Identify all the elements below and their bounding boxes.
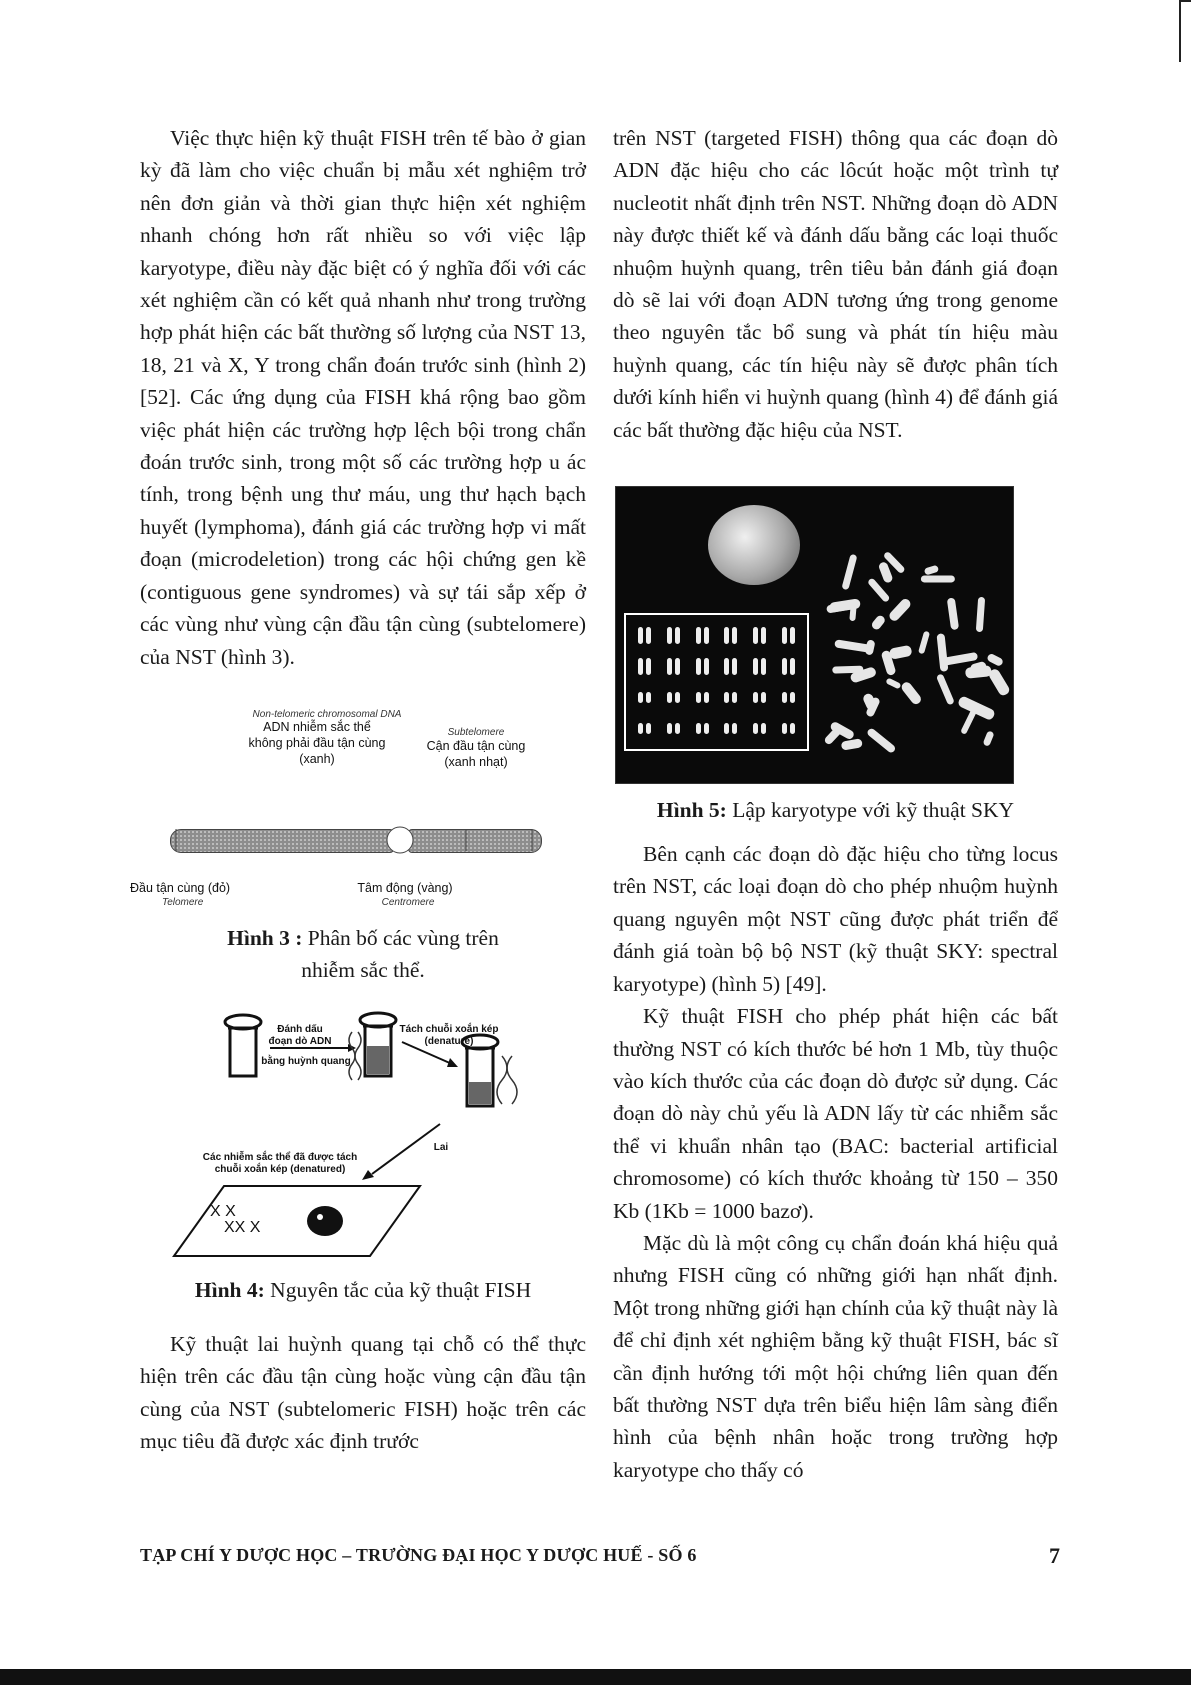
karyotype-pair	[661, 621, 687, 649]
figure-4-fish-principle	[140, 1006, 586, 1276]
chromosome-shape	[696, 723, 701, 734]
figure-5-sky-karyotype-image	[615, 486, 1014, 784]
chromosome-shape	[704, 627, 709, 644]
figure-3-caption-bold: Hình 3 :	[227, 925, 303, 950]
chromosome-shape	[790, 692, 795, 703]
label-non-telomeric-1: ADN nhiễm sắc thể	[263, 719, 371, 734]
chromosome-shape	[724, 658, 729, 675]
figure-4-caption-text: Nguyên tắc của kỹ thuật FISH	[264, 1277, 532, 1302]
chromosome-shape	[936, 672, 955, 704]
label-telomere-en: Telomere	[162, 896, 204, 908]
karyotype-pair	[747, 652, 773, 680]
chromosome-shape	[753, 723, 758, 734]
karyotype-pair	[632, 621, 658, 649]
chromosome-shape	[753, 658, 758, 675]
chromosome-shape	[675, 723, 680, 734]
chromosome-shape	[667, 627, 672, 644]
chromosome-shape	[790, 658, 795, 675]
figure-4-caption-bold: Hình 4:	[194, 1277, 265, 1302]
chromosome-shape	[646, 723, 651, 734]
svg-text:XX X: XX X	[224, 1218, 261, 1236]
hybridize-label: Lai	[433, 1141, 449, 1153]
chromosome-shape	[696, 658, 701, 675]
label-non-telomeric-2: không phải đầu tận cùng	[248, 735, 386, 750]
karyotype-pair	[689, 621, 715, 649]
karyotype-pair	[689, 652, 715, 680]
chromosome-shape	[732, 627, 737, 644]
figure-3-caption-line1: Phân bố các vùng trên	[302, 925, 499, 950]
figure-3-chromosome-regions	[130, 707, 586, 908]
label-non-telomeric-3: (xanh)	[299, 751, 335, 766]
chromosome-shape	[842, 554, 858, 590]
chromosome-shape	[885, 678, 902, 690]
chromosome-shape	[761, 692, 766, 703]
karyotype-grid	[624, 613, 809, 751]
chromosome-shape	[638, 692, 643, 703]
label-subtelomere-en: Subtelomere	[447, 726, 505, 738]
left-column	[130, 122, 586, 1458]
chromosome-shape	[638, 658, 643, 675]
chromosome-shape	[646, 658, 651, 675]
page-footer	[140, 1545, 1060, 1566]
chromosome-shape	[865, 727, 896, 754]
figure-4-caption	[140, 1274, 586, 1306]
chromosome-shape	[840, 739, 863, 752]
slide-label-b: chuỗi xoắn kép (denatured)	[214, 1163, 346, 1175]
label-centromere-en: Centromere	[381, 896, 435, 908]
karyotype-pair	[747, 715, 773, 743]
left-paragraph-1: Việc thực hiện kỹ thuật FISH trên tế bào ở gian kỳ đã làm cho việc chuẩn bị mẫu xét nghiệm trở nên đơn giản và thời gian thực hiện xét nghiệm nhanh chóng hơn rất nhiều so với việc lập karyotype, điều này đặc biệt có ý nghĩa đối với các xét nghiệm cần có kết quả nhanh như trong trường hợp phát hiện các bất thường số lượng của NST 13, 18, 21 và X, Y trong chẩn đoán trước sinh (hình 2) [52]. Các ứng dụng của FISH khá rộng bao gồm việc phát hiện các trường hợp lệch bội trong chẩn đoán trước sinh, trong một số các trường hợp u ác tính, trong bệnh ung thư máu, ung thư hạch bạch huyết (lymphoma), đánh giá các trường hợp vi mất đoạn (microdeletion) trong các hội chứng gen kề (contiguous gene syndromes) và sự tái sắp xếp ở các vùng như vùng cận đầu tận cùng (subtelomere) của NST (hình 3).	[140, 126, 586, 669]
step2-label-a: Tách chuỗi xoắn kép	[399, 1023, 499, 1035]
chromosome-shape	[696, 627, 701, 644]
chromosome-shape	[871, 614, 887, 631]
karyotype-pair	[632, 715, 658, 743]
karyotype-pair	[747, 621, 773, 649]
page-number: 7	[1049, 1543, 1060, 1568]
chromosome-shape	[704, 723, 709, 734]
chromosome-shape	[696, 692, 701, 703]
chromosome-shape	[646, 692, 651, 703]
chromosome-shape	[782, 723, 787, 734]
karyotype-pair	[689, 684, 715, 712]
chromosome-shape	[761, 627, 766, 644]
karyotype-pair	[661, 652, 687, 680]
journal-name: TẠP CHÍ Y DƯỢC HỌC – TRƯỜNG ĐẠI HỌC Y DƯỢC HUẾ - SỐ 6	[140, 1545, 697, 1565]
label-telomere: Đầu tận cùng (đỏ)	[130, 880, 231, 895]
karyotype-pair	[775, 621, 801, 649]
karyotype-pair	[718, 684, 744, 712]
step1-label-c: bằng huỳnh quang	[261, 1055, 351, 1067]
chromosome-shape	[921, 575, 955, 582]
karyotype-pair	[632, 684, 658, 712]
chromosome-shape	[918, 630, 930, 654]
karyotype-pair	[661, 715, 687, 743]
figure-5-caption-text: Lập karyotype với kỹ thuật SKY	[726, 798, 1015, 823]
label-non-telomeric-en: Non-telomeric chromosomal DNA	[252, 708, 402, 720]
chromosome-shape	[899, 680, 922, 706]
figure-3-caption-line2: nhiễm sắc thể.	[301, 957, 425, 982]
chromosome-shape	[947, 597, 959, 630]
chromosome-shape	[924, 565, 939, 576]
chromosome-shape	[782, 627, 787, 644]
left-paragraph-2: Kỹ thuật lai huỳnh quang tại chỗ có thể thực hiện trên các đầu tận cùng hoặc vùng cận đầu tận cùng của NST (subtelomeric FISH) hoặc trên các mục tiêu đã được xác định trước	[140, 1331, 586, 1454]
label-subtelomere-2: (xanh nhạt)	[444, 754, 508, 769]
step1-label-a: Đánh dấu	[277, 1023, 323, 1035]
chromosome-shape	[638, 723, 643, 734]
chromosome-shape	[790, 627, 795, 644]
chromosome-shape	[724, 692, 729, 703]
metaphase-spread	[816, 547, 1014, 767]
chromosome-shape	[829, 598, 861, 613]
chromosome-shape	[782, 692, 787, 703]
chromosome-shape	[646, 627, 651, 644]
figure-5-caption-bold: Hình 5:	[656, 798, 727, 823]
chromosome-shape	[638, 627, 643, 644]
chromosome-shape	[704, 692, 709, 703]
chromosome-shape	[936, 634, 948, 672]
karyotype-pair	[718, 652, 744, 680]
figure-3-caption	[140, 922, 586, 986]
label-centromere: Tâm động (vàng)	[357, 880, 453, 895]
chromosome-shape	[849, 605, 857, 621]
chromosome-shape	[667, 692, 672, 703]
page-corner-mark	[1179, 0, 1191, 62]
chromosome-shape	[865, 639, 876, 656]
fish-diagram	[140, 1006, 586, 1276]
chromosome-shape	[790, 723, 795, 734]
chromosome-shape	[724, 627, 729, 644]
chromosome-shape	[965, 665, 992, 679]
right-paragraph-4: Mặc dù là một công cụ chẩn đoán khá hiệu quả nhưng FISH cũng có những giới hạn nhất định. Một trong những giới hạn chính của kỹ thuật này là để chỉ định xét nghiệm bằng kỹ thuật FISH, bác sĩ cần định hướng tới một hội chứng liên quan đến bất thường NST dựa trên biểu hiện lâm sàng điển hình của bệnh nhân hoặc trong trường hợp karyotype cho thấy có	[613, 1230, 1058, 1482]
label-subtelomere-1: Cận đầu tận cùng	[426, 738, 526, 753]
right-paragraph-3: Kỹ thuật FISH cho phép phát hiện các bất thường NST có kích thước bé hơn 1 Mb, tùy thuộc vào kích thước của các đoạn dò được sử dụng. Các đoạn dò này chủ yếu là ADN lấy từ các nhiễm sắc thể vi khuẩn nhân tạo (BAC: bacterial artificial chromosome) có kích thước khoảng từ 150 – 350 Kb (1Kb = 1000 bazơ).	[613, 1004, 1058, 1223]
chromosome-shape	[753, 692, 758, 703]
interphase-nucleus	[708, 505, 800, 585]
chromosome-shape	[888, 597, 913, 623]
chromosome-shape	[753, 627, 758, 644]
karyotype-pair	[775, 684, 801, 712]
slide-label-a: Các nhiễm sắc thể đã được tách	[202, 1151, 358, 1163]
chromosome-shape	[732, 723, 737, 734]
karyotype-pair	[775, 715, 801, 743]
chromosome-shape	[761, 658, 766, 675]
chromosome-shape	[982, 731, 994, 748]
karyotype-pair	[747, 684, 773, 712]
chromosome-shape	[667, 723, 672, 734]
step2-label-b: (denature)	[424, 1035, 474, 1047]
karyotype-pair	[775, 652, 801, 680]
chromosome-shape	[988, 667, 1012, 697]
chromosome-shape	[732, 658, 737, 675]
chromosome-shape	[704, 658, 709, 675]
chromosome-shape	[667, 658, 672, 675]
right-column	[613, 122, 1058, 1486]
karyotype-pair	[718, 715, 744, 743]
figure-5-caption	[613, 794, 1058, 826]
chromosome-shape	[761, 723, 766, 734]
svg-text:X X: X X	[210, 1202, 236, 1220]
scan-bottom-edge	[0, 1669, 1191, 1685]
chromosome-shape	[732, 692, 737, 703]
chromosome-shape	[976, 597, 985, 632]
right-paragraph-1: trên NST (targeted FISH) thông qua các đoạn dò ADN đặc hiệu cho các lôcút hoặc một trình tự nucleotit nhất định trên NST. Những đoạn dò ADN này được thiết kế và đánh dấu bằng các loại thuốc nhuộm huỳnh quang, trên tiêu bản đánh giá đoạn dò sẽ lai với đoạn ADN tương ứng trong genome theo nguyên tắc bổ sung và phát tín hiệu màu huỳnh quang, các tín hiệu này sẽ được phân tích dưới kính hiển vi huỳnh quang (hình 4) để đánh giá các bất thường đặc hiệu của NST.	[613, 126, 1058, 442]
chromosome-shape	[724, 723, 729, 734]
chromosome-shape	[675, 658, 680, 675]
step1-label-b: đoạn dò ADN	[268, 1035, 332, 1047]
karyotype-pair	[718, 621, 744, 649]
chromosome-shape	[675, 692, 680, 703]
right-paragraph-2: Bên cạnh các đoạn dò đặc hiệu cho từng locus trên NST, các loại đoạn dò cho phép nhuộm huỳnh quang nguyên một NST cũng được phát triển để đánh giá toàn bộ bộ NST (kỹ thuật SKY: spectral karyotype) (hình 5) [49].	[613, 842, 1058, 996]
chromosome-markers	[140, 817, 560, 867]
karyotype-pair	[661, 684, 687, 712]
karyotype-pair	[689, 715, 715, 743]
chromosome-shape	[960, 707, 978, 735]
chromosome-shape	[782, 658, 787, 675]
chromosome-shape	[675, 627, 680, 644]
karyotype-pair	[632, 652, 658, 680]
